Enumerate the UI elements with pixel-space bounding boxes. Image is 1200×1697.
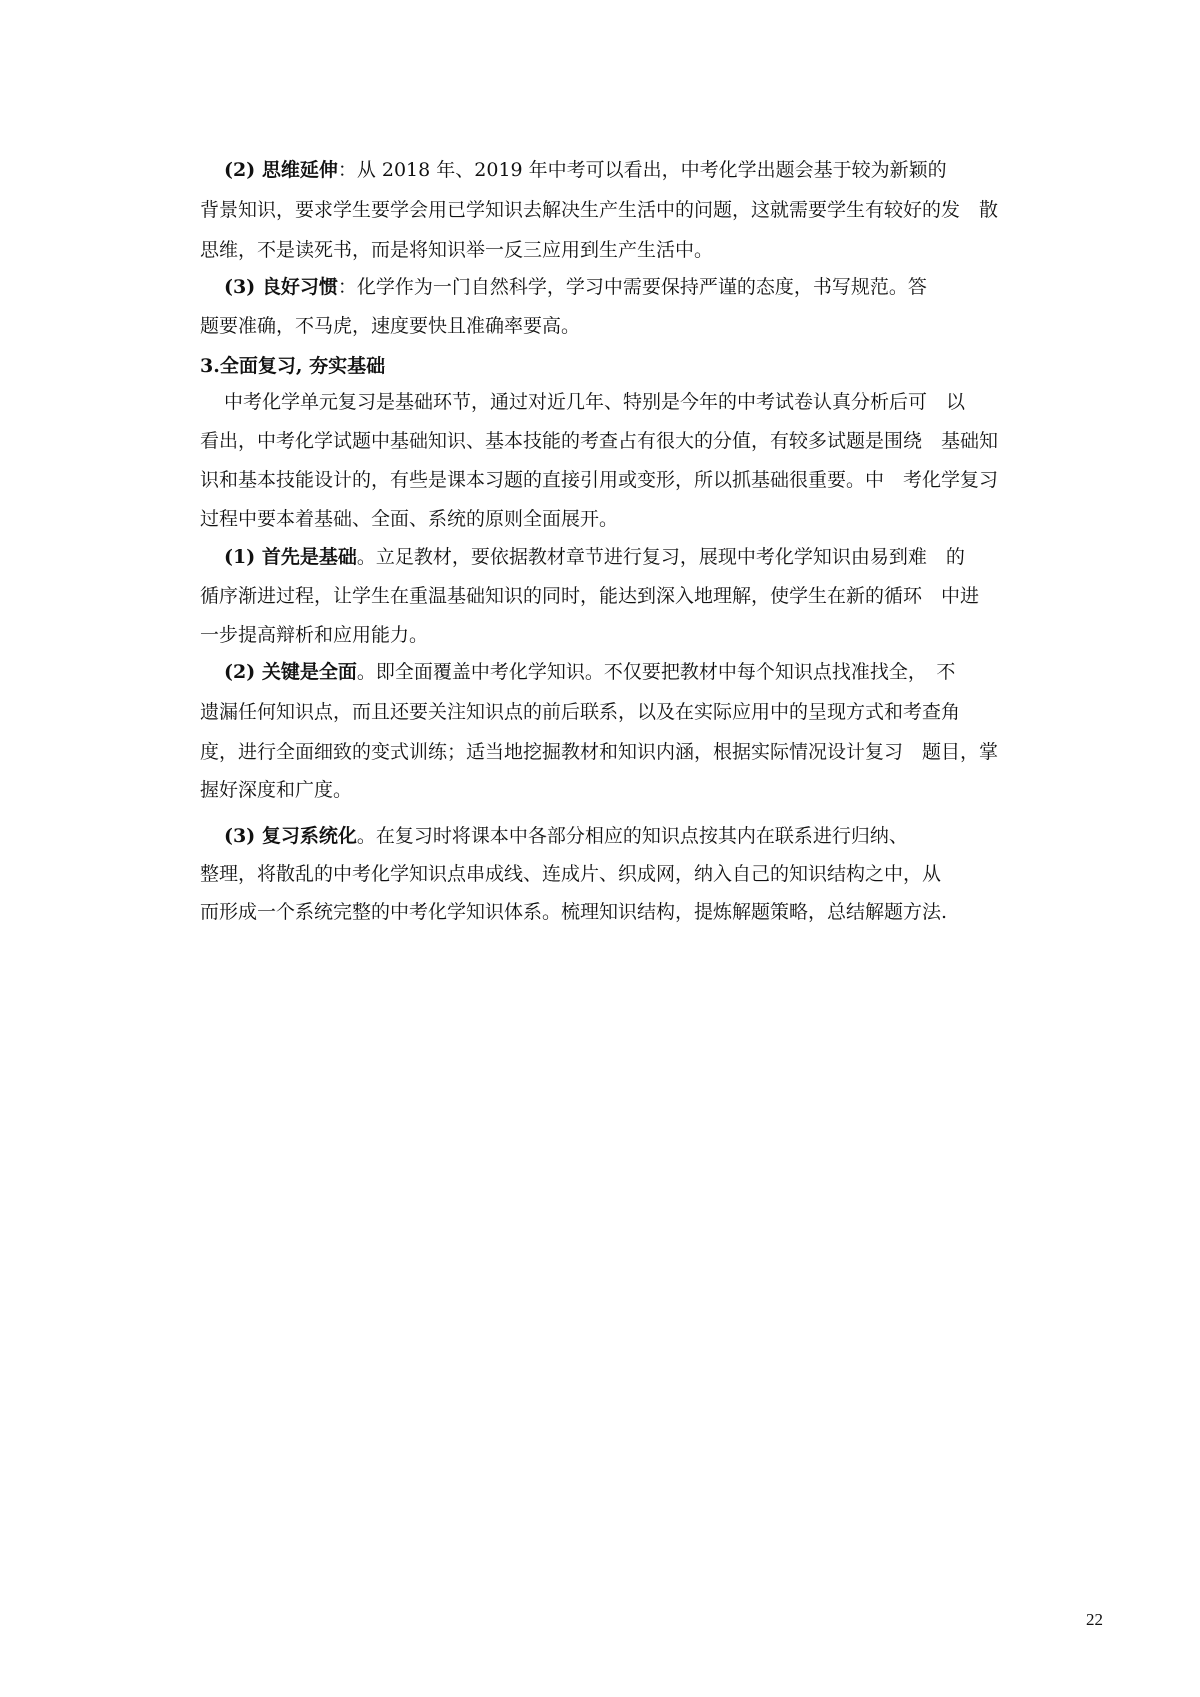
paragraph-line: 握好深度和广度。 [200, 779, 353, 801]
paragraph-label: (3) 复习系统化 [224, 825, 357, 847]
paragraph-line: 题要准确，不马虎，速度要快且准确率要高。 [200, 315, 581, 337]
paragraph-line [224, 158, 947, 182]
paragraph-line: 度，进行全面细致的变式训练；适当地挖掘教材和知识内涵，根据实际情况设计复习 题目，掌 [200, 741, 999, 763]
paragraph-label: (3) 良好习惯 [224, 276, 338, 298]
paragraph-line: 一步提高辩析和应用能力。 [200, 624, 429, 646]
heading-text: 3.全面复习, 夯实基础 [200, 355, 386, 377]
paragraph-line: 遗漏任何知识点，而且还要关注知识点的前后联系，以及在实际应用中的呈现方式和考查角 [200, 701, 961, 723]
paragraph-line: 中考化学单元复习是基础环节，通过对近几年、特别是今年的中考试卷认真分析后可 以 [224, 391, 966, 413]
paragraph-line [224, 660, 955, 684]
paragraph-line: 过程中要本着基础、全面、系统的原则全面展开。 [200, 508, 619, 530]
line-text: 。立足教材，要依据教材章节进行复习，展现中考化学知识由易到难 的 [356, 546, 965, 568]
paragraph-label: (2) 思维延伸 [224, 159, 338, 181]
line-text: ：从 2018 年、2019 年中考可以看出，中考化学出题会基于较为新颖的 [337, 159, 947, 181]
page-number: 22 [1086, 1610, 1103, 1629]
paragraph-label: (1) 首先是基础 [224, 546, 357, 568]
paragraph-line: 循序渐进过程，让学生在重温基础知识的同时，能达到深入地理解，使学生在新的循环 中进 [200, 585, 980, 607]
paragraph-line: 看出，中考化学试题中基础知识、基本技能的考查占有很大的分值，有较多试题是围绕 基础知 [200, 430, 999, 452]
paragraph-line [224, 824, 908, 848]
paragraph-line: 背景知识，要求学生要学会用已学知识去解决生产生活中的问题，这就需要学生有较好的发 散 [200, 199, 999, 221]
paragraph-label: (2) 关键是全面 [224, 661, 357, 683]
paragraph-line [224, 545, 965, 569]
line-text: 。即全面覆盖中考化学知识。不仅要把教材中每个知识点找准找全， 不 [356, 661, 956, 683]
line-text: ：化学作为一门自然科学，学习中需要保持严谨的态度，书写规范。答 [337, 276, 927, 298]
paragraph-line [224, 275, 927, 299]
line-text: 。在复习时将课本中各部分相应的知识点按其内在联系进行归纳、 [356, 825, 908, 847]
paragraph-line: 而形成一个系统完整的中考化学知识体系。梳理知识结构，提炼解题策略，总结解题方法. [200, 901, 948, 923]
paragraph-line: 识和基本技能设计的，有些是课本习题的直接引用或变形，所以抓基础很重要。中 考化学复习 [200, 469, 999, 491]
paragraph-line: 思维，不是读死书，而是将知识举一反三应用到生产生活中。 [200, 239, 714, 261]
paragraph-line: 整理，将散乱的中考化学知识点串成线、连成片、织成网，纳入自己的知识结构之中，从 [200, 863, 942, 885]
